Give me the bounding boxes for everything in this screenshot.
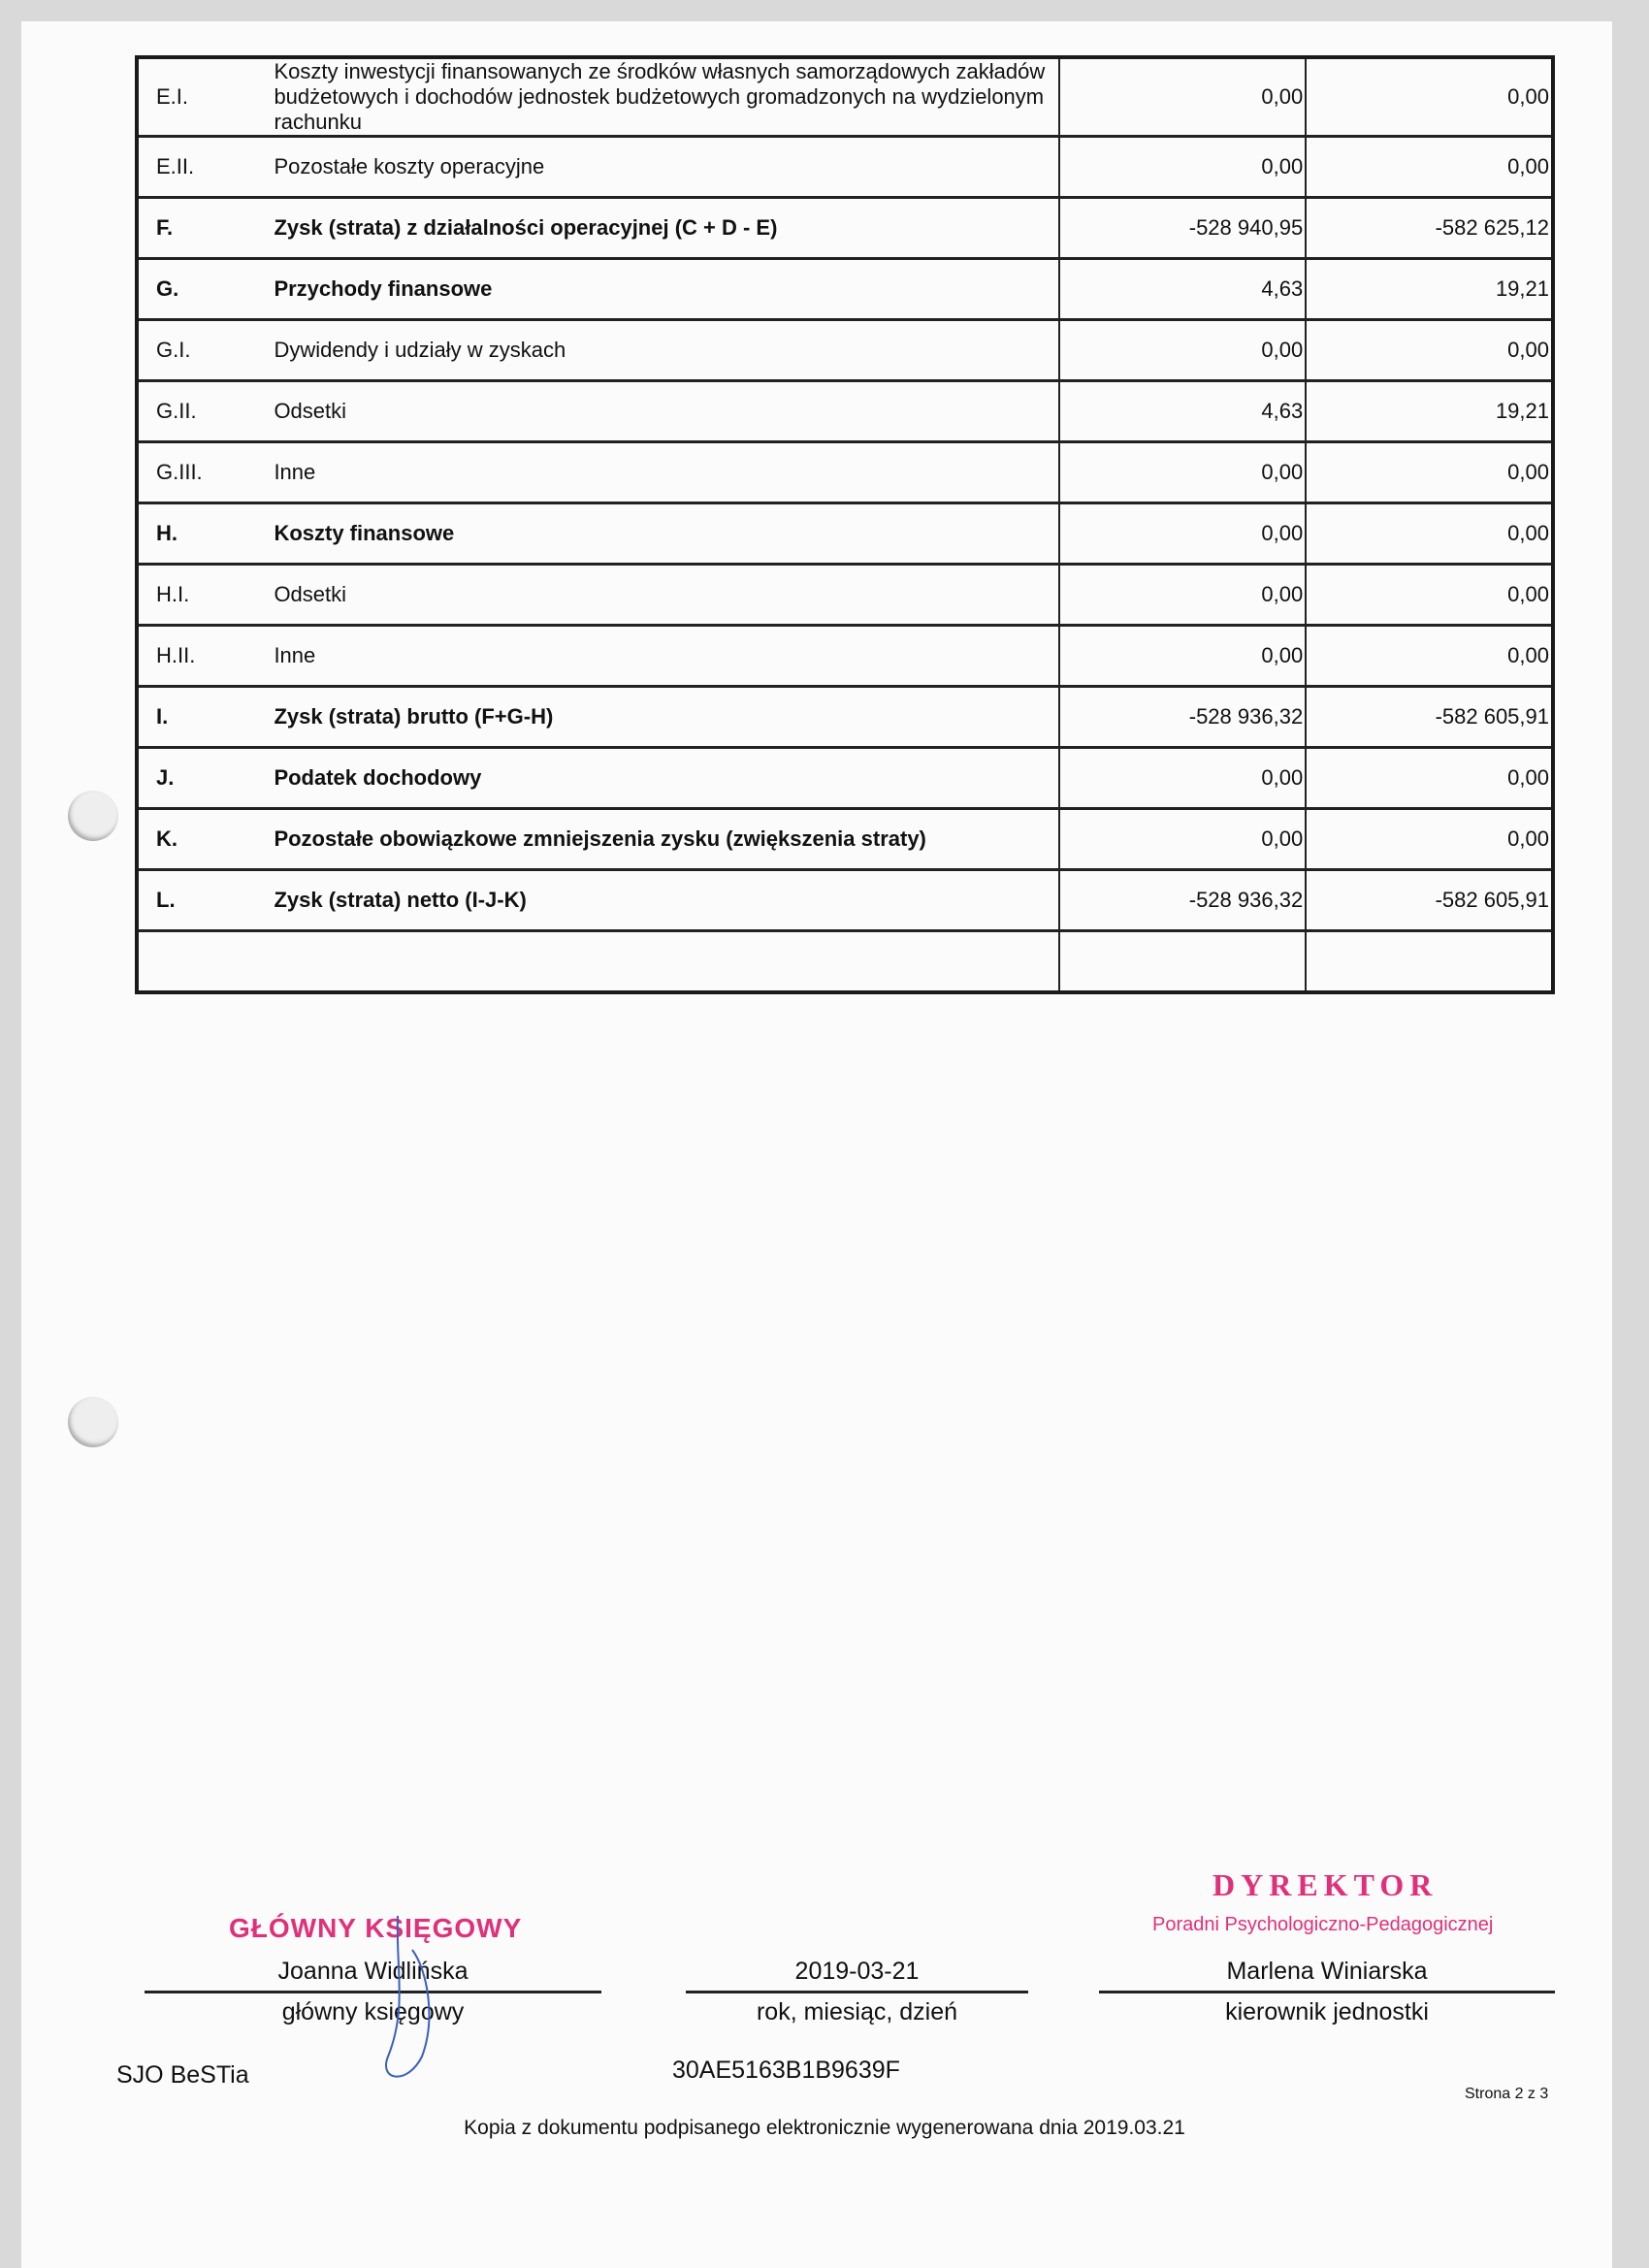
row-code	[137, 931, 264, 993]
director-name: Marlena Winiarska	[1226, 1958, 1428, 1985]
chief-accountant-stamp: GŁÓWNY KSIĘGOWY	[229, 1913, 523, 1943]
financial-table	[135, 55, 1555, 994]
table-row	[137, 687, 1553, 748]
director-stamp-title: DYREKTOR	[1212, 1867, 1439, 1902]
signature-line	[1099, 1991, 1555, 1993]
row-label: Inne	[264, 626, 1059, 687]
current-year-value: 0,00	[1059, 809, 1306, 870]
previous-year-value: 0,00	[1306, 137, 1553, 198]
document-code: 30AE5163B1B9639F	[672, 2057, 900, 2084]
signing-date: 2019-03-21	[794, 1958, 920, 1985]
row-label: Podatek dochodowy	[264, 748, 1059, 809]
current-year-value: 0,00	[1059, 503, 1306, 565]
row-label: Koszty finansowe	[264, 503, 1059, 565]
page-number: Strona 2 z 3	[1465, 2086, 1549, 2102]
current-year-value: 0,00	[1059, 626, 1306, 687]
table-row	[137, 748, 1553, 809]
chief-accountant-role: główny księgowy	[281, 1998, 465, 2025]
table-row	[137, 198, 1553, 259]
row-code: I.	[137, 687, 264, 748]
table-row	[137, 565, 1553, 626]
row-code: E.I.	[137, 57, 264, 137]
current-year-value: 0,00	[1059, 137, 1306, 198]
previous-year-value: 0,00	[1306, 748, 1553, 809]
current-year-value	[1059, 931, 1306, 993]
table-row	[137, 626, 1553, 687]
handwritten-signature	[369, 1911, 456, 2086]
current-year-value: 4,63	[1059, 259, 1306, 320]
previous-year-value: 19,21	[1306, 259, 1553, 320]
punch-hole	[68, 1397, 118, 1447]
previous-year-value: 0,00	[1306, 809, 1553, 870]
previous-year-value: 0,00	[1306, 320, 1553, 381]
previous-year-value: 0,00	[1306, 57, 1553, 137]
row-label: Koszty inwestycji finansowanych ze środków własnych samorządowych zakładów budżetowych i dochodów jednostek budżetowych gromadzonych na wydzielonym rachunku	[264, 57, 1059, 137]
current-year-value: 0,00	[1059, 57, 1306, 137]
row-code: G.	[137, 259, 264, 320]
current-year-value: -528 936,32	[1059, 687, 1306, 748]
chief-accountant-name: Joanna Widlińska	[277, 1958, 469, 1985]
row-label: Zysk (strata) brutto (F+G-H)	[264, 687, 1059, 748]
current-year-value: -528 936,32	[1059, 870, 1306, 931]
system-name: SJO BeSTia	[116, 2061, 249, 2089]
previous-year-value: 0,00	[1306, 503, 1553, 565]
previous-year-value: 0,00	[1306, 626, 1553, 687]
row-code: E.II.	[137, 137, 264, 198]
current-year-value: 0,00	[1059, 565, 1306, 626]
row-label: Przychody finansowe	[264, 259, 1059, 320]
director-role: kierownik jednostki	[1225, 1998, 1429, 2025]
previous-year-value	[1306, 931, 1553, 993]
row-label: Dywidendy i udziały w zyskach	[264, 320, 1059, 381]
signature-line	[686, 1991, 1028, 1993]
row-code: G.III.	[137, 442, 264, 503]
current-year-value: 0,00	[1059, 442, 1306, 503]
row-code: K.	[137, 809, 264, 870]
table-row	[137, 503, 1553, 565]
row-label: Zysk (strata) z działalności operacyjnej (C + D - E)	[264, 198, 1059, 259]
table-row	[137, 259, 1553, 320]
row-label	[264, 931, 1059, 993]
row-code: H.I.	[137, 565, 264, 626]
current-year-value: 4,63	[1059, 381, 1306, 442]
row-code: G.I.	[137, 320, 264, 381]
previous-year-value: -582 605,91	[1306, 870, 1553, 931]
date-caption: rok, miesiąc, dzień	[756, 1998, 958, 2025]
row-code: F.	[137, 198, 264, 259]
row-code: H.	[137, 503, 264, 565]
table-row	[137, 931, 1553, 993]
current-year-value: 0,00	[1059, 748, 1306, 809]
table-row	[137, 870, 1553, 931]
row-label: Inne	[264, 442, 1059, 503]
previous-year-value: -582 625,12	[1306, 198, 1553, 259]
previous-year-value: 0,00	[1306, 565, 1553, 626]
table-row	[137, 57, 1553, 137]
table-row	[137, 381, 1553, 442]
row-code: H.II.	[137, 626, 264, 687]
row-code: L.	[137, 870, 264, 931]
director-stamp-subtitle: Poradni Psychologiczno-Pedagogicznej	[1152, 1914, 1494, 1935]
row-label: Pozostałe koszty operacyjne	[264, 137, 1059, 198]
row-code: G.II.	[137, 381, 264, 442]
previous-year-value: 0,00	[1306, 442, 1553, 503]
punch-hole	[68, 791, 118, 841]
row-label: Zysk (strata) netto (I-J-K)	[264, 870, 1059, 931]
table-row	[137, 320, 1553, 381]
current-year-value: 0,00	[1059, 320, 1306, 381]
row-label: Odsetki	[264, 565, 1059, 626]
row-label: Pozostałe obowiązkowe zmniejszenia zysku (zwiększenia straty)	[264, 809, 1059, 870]
previous-year-value: -582 605,91	[1306, 687, 1553, 748]
table-row	[137, 137, 1553, 198]
row-code: J.	[137, 748, 264, 809]
electronic-copy-note: Kopia z dokumentu podpisanego elektronicznie wygenerowana dnia 2019.03.21	[464, 2117, 1185, 2139]
table-row	[137, 442, 1553, 503]
previous-year-value: 19,21	[1306, 381, 1553, 442]
current-year-value: -528 940,95	[1059, 198, 1306, 259]
row-label: Odsetki	[264, 381, 1059, 442]
table-row	[137, 809, 1553, 870]
